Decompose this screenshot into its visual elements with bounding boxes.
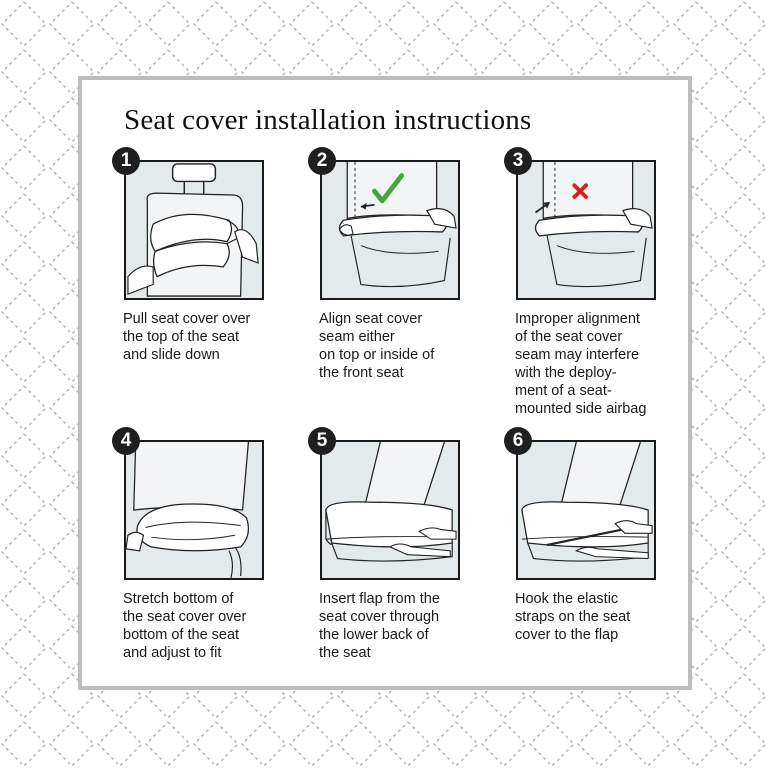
- step-3-illustration: [516, 160, 656, 300]
- seam-alignment-correct-icon: [322, 162, 458, 298]
- step-number-badge: 6: [504, 427, 532, 455]
- hook-elastic-straps-icon: [518, 442, 654, 578]
- step-1-caption: Pull seat cover over the top of the seat and slide down: [123, 311, 251, 363]
- instructions-card: [78, 76, 692, 690]
- step-number-badge: 5: [308, 427, 336, 455]
- step-6-caption: Hook the elastic straps on the seat cover to the flap: [515, 591, 631, 643]
- step-number-badge: 2: [308, 147, 336, 175]
- stretch-bottom-cover-icon: [126, 442, 262, 578]
- step-number-badge: 1: [112, 147, 140, 175]
- step-5-illustration: [320, 440, 460, 580]
- seam-alignment-wrong-icon: [518, 162, 654, 298]
- step-5-caption: Insert flap from the seat cover through the lower back of the seat: [319, 591, 440, 661]
- step-number-badge: 4: [112, 427, 140, 455]
- step-number-badge: 3: [504, 147, 532, 175]
- step-2-illustration: [320, 160, 460, 300]
- step-4-caption: Stretch bottom of the seat cover over bottom of the seat and adjust to fit: [123, 591, 247, 661]
- step-1-illustration: [124, 160, 264, 300]
- seat-cover-pulled-over-icon: [126, 162, 262, 298]
- step-6-illustration: [516, 440, 656, 580]
- step-3-caption: Improper alignment of the seat cover seam may interfere with the deploy- ment of a seat- mounted side airbag: [515, 311, 647, 417]
- step-2-caption: Align seat cover seam either on top or inside of the front seat: [319, 311, 435, 381]
- page-title: Seat cover installation instructions: [124, 104, 532, 136]
- step-4-illustration: [124, 440, 264, 580]
- insert-flap-icon: [322, 442, 458, 578]
